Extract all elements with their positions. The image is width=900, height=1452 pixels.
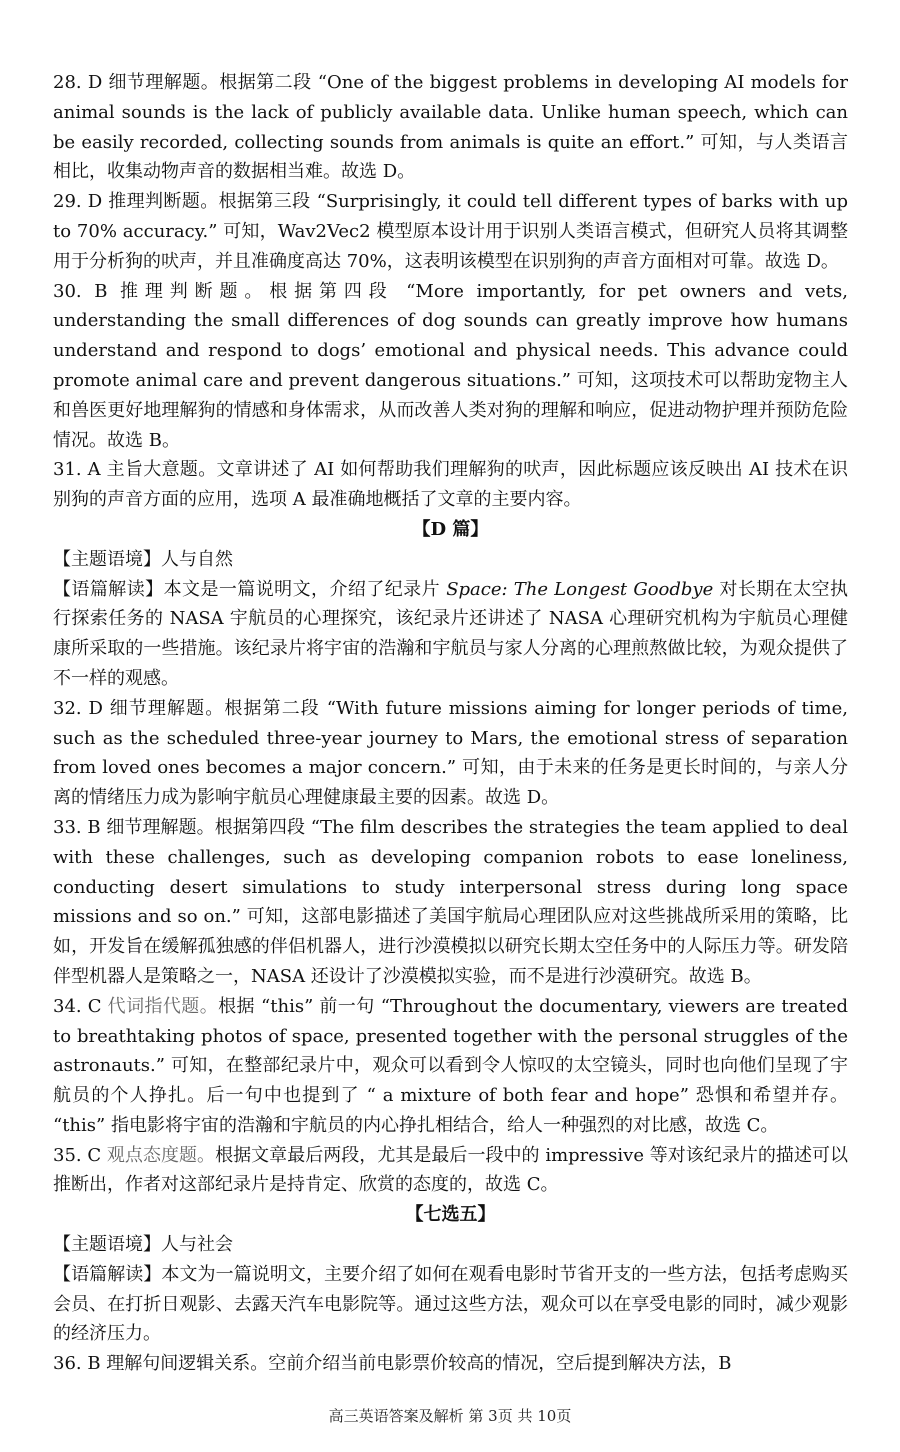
- interpretation-prefix: 【语篇解读】本文是一篇说明文，介绍了纪录片: [53, 578, 447, 600]
- answer-28: [53, 68, 848, 187]
- answer-lead: 32. D 细节理解题。: [53, 697, 225, 719]
- answer-lead: 30. B 推理判断题。: [53, 280, 270, 302]
- answer-35: [53, 1141, 848, 1201]
- answer-explanation: 根据 “this” 前一句 “Throughout the documentary, viewers are treated to breathtaking photos of space, presented together with the personal struggles of the astronauts.” 可知，在整部纪录片中，观众可以看到令人惊叹的太空镜头，同时也向他们呈现了宇航员的个人挣扎。后一句中也提到了 “ a mixture of both fear and hope” 恐惧和希望并存。 “this” 指电影将宇宙的浩瀚和宇航员的内心挣扎相结合，给人一种强烈的对比感，故选 C。: [53, 995, 849, 1136]
- answer-29: [53, 187, 848, 276]
- answer-explanation: 根据第四段 “More importantly, for pet owners and vets, understanding the small differences of dog sounds can greatly improve how humans understand and respond to dogs’ emotional and physical needs. This advance could promote animal care and prevent dangerous situations.” 可知，这项技术可以帮助宠物主人和兽医更好地理解狗的情感和身体需求，从而改善人类对狗的理解和响应，促进动物护理并预防危险情况。故选 B。: [53, 280, 848, 451]
- answer-lead: 36. B 理解句间逻辑关系。: [53, 1353, 269, 1375]
- page-footer: 高三英语答案及解析 第 3页 共 10页: [328, 1407, 572, 1425]
- section-d-theme: 【主题语境】人与自然: [53, 548, 233, 570]
- answer-explanation: 根据第三段 “Surprisingly, it could tell different types of barks with up to 70% accuracy.” 可知，Wav2Vec2 模型原本设计用于识别人类语言模式，但研究人员将其调整用于分析狗的吠声，并且准确度高达 70%，这表明该模型在识别狗的声音方面相对可靠。故选 D。: [53, 191, 848, 272]
- interpretation-suffix: 对长期在太空执行探索任务的 NASA 宇航员的心理探究，该纪录片还讲述了 NASA 心理研究机构为宇航员心理健康所采取的一些措施。该纪录片将宇宙的浩瀚和宇航员与家人分离的心理煎熬做比较，为观众提供了不一样的观感。: [53, 578, 848, 689]
- section-seven-interpretation: 【语篇解读】本文为一篇说明文，主要介绍了如何在观看电影时节省开支的一些方法，包括考虑购买会员、在打折日观影、去露天汽车电影院等。通过这些方法，观众可以在享受电影的同时，减少观影的经济压力。: [53, 1263, 848, 1345]
- document-body: [53, 68, 848, 1379]
- section-d-interpretation: [53, 575, 848, 694]
- answer-explanation: 根据第二段 “One of the biggest problems in developing AI models for animal sounds is the lack of publicly available data. Unlike human speech, which can be easily recorded, collecting sounds from animals is quite an effort.” 可知，与人类语言相比，收集动物声音的数据相当难。故选 D。: [53, 72, 848, 183]
- section-seven-theme: 【主题语境】人与社会: [53, 1234, 233, 1256]
- section-seven-heading: 【七选五】: [405, 1204, 496, 1226]
- answer-explanation: 根据文章最后两段，尤其是最后一段中的 impressive 等对该纪录片的描述可以推断出，作者对这部纪录片是持肯定、欣赏的态度的，故选 C。: [53, 1144, 849, 1196]
- answer-lead: 34. C: [53, 995, 108, 1017]
- film-title: Space: The Longest Goodbye: [446, 578, 714, 600]
- section-d-heading: 【D 篇】: [412, 518, 489, 540]
- question-type: 代词指代题。: [107, 995, 219, 1017]
- answer-30: [53, 277, 848, 456]
- answer-36: [53, 1349, 848, 1379]
- answer-34: [53, 992, 848, 1141]
- answer-lead: 28. D 细节理解题。: [53, 72, 220, 93]
- answer-lead: 35. C: [53, 1144, 107, 1166]
- answer-explanation: 根据第二段 “With future missions aiming for longer periods of time, such as the scheduled three-year journey to Mars, the emotional stress of separation from loved ones becomes a major concern.” 可知，由于未来的任务是更长时间的，与亲人分离的情绪压力成为影响宇航员心理健康最主要的因素。故选 D。: [53, 697, 848, 809]
- question-type: 观点态度题。: [106, 1144, 216, 1166]
- answer-explanation: 文章讲述了 AI 如何帮助我们理解狗的吠声，因此标题应该反映出 AI 技术在识别狗的声音方面的应用，选项 A 最准确地概括了文章的主要内容。: [53, 459, 848, 511]
- answer-lead: 29. D 推理判断题。: [53, 191, 219, 213]
- answer-33: [53, 813, 848, 992]
- answer-explanation: 空前介绍当前电影票价较高的情况，空后提到解决方法，B: [268, 1353, 732, 1375]
- answer-lead: 33. B 细节理解题。: [53, 816, 215, 838]
- answer-explanation: 根据第四段 “The film describes the strategies the team applied to deal with these challenges, such as developing companion robots to ease loneliness, conducting desert simulations to study interpersonal stress during long space missions and so on.” 可知，这部电影描述了美国宇航局心理团队应对这些挑战所采用的策略，比如，开发旨在缓解孤独感的伴侣机器人，进行沙漠模拟以研究长期太空任务中的人际压力等。研发陪伴型机器人是策略之一，NASA 还设计了沙漠模拟实验，而不是进行沙漠研究。故选 B。: [53, 816, 848, 987]
- answer-lead: 31. A 主旨大意题。: [53, 459, 217, 481]
- answer-32: [53, 694, 848, 813]
- answer-31: [53, 455, 848, 515]
